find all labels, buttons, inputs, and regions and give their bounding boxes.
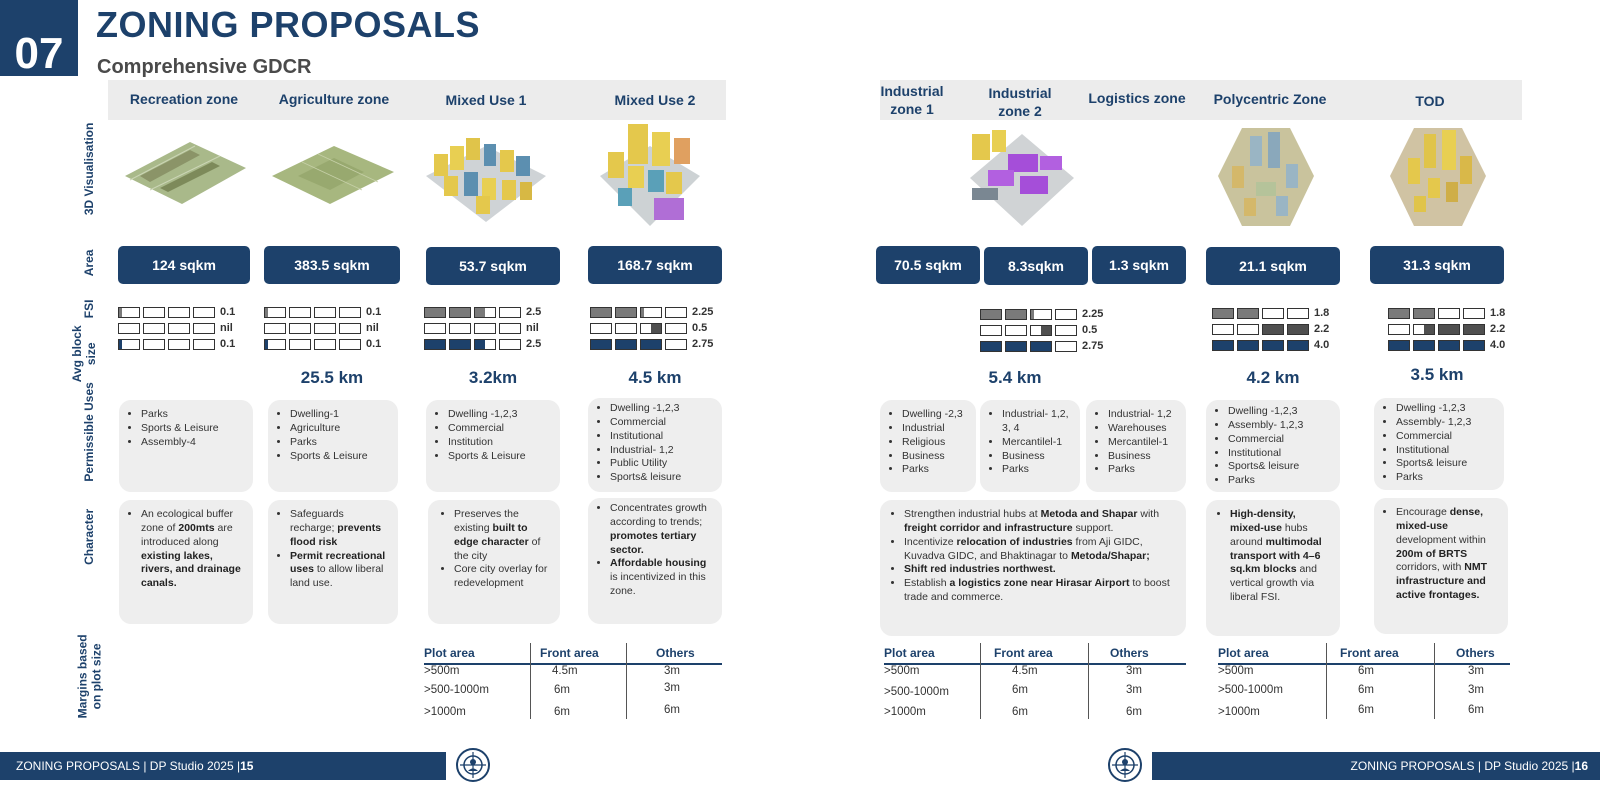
area-logistics: 1.3 sqkm: [1092, 246, 1186, 284]
table-header: Others: [656, 646, 695, 660]
list-item: • Encourage dense, mixed-use development within 200m of BRTS corridors, with NMT infrastructure and active frontages.: [1396, 506, 1500, 603]
table-cell: >500-1000m: [884, 686, 949, 698]
list-item: • Commercial: [448, 422, 552, 436]
list-item: • Sports& leisure: [1396, 457, 1496, 471]
list-item: • Sports & Leisure: [290, 450, 390, 464]
table-cell: 3m: [1468, 684, 1484, 696]
list-item: • Warehouses: [1108, 422, 1178, 436]
character-card-industrial: [880, 500, 1186, 636]
row-label-3d-visualisation: 3D Visualisation: [82, 122, 97, 216]
zone-head-logistics: Logistics zone: [1088, 90, 1186, 106]
mixed-use-2-3d-visual: [598, 122, 702, 230]
zone-head-industrial-2: Industrial zone 2: [988, 85, 1052, 119]
area-mixed-use-1: 53.7 sqkm: [426, 247, 560, 285]
character-card-agriculture: [268, 500, 398, 624]
zone-head-mixed-use-2: Mixed Use 2: [614, 92, 696, 108]
list-item: • Incentivize relocation of industries from Aji GIDC, Kuvadva GIDC, and Bhaktinagar to Metoda/Shapar;: [904, 536, 1178, 564]
list-item: • Religious: [902, 436, 968, 450]
character-card-recreation: [119, 500, 253, 624]
list-item: • Sports& leisure: [610, 471, 714, 485]
area-polycentric: 21.1 sqkm: [1206, 247, 1340, 285]
list-item: • Assembly- 1,2,3: [1228, 419, 1332, 433]
fsi-mixed-use-1: 2.5 nil 2.5: [424, 304, 541, 352]
uses-card-agriculture: [268, 400, 398, 492]
fsi-tod: 1.8 2.2 4.0: [1388, 305, 1505, 353]
list-item: • Shift red industries northwest.: [904, 563, 1178, 577]
list-item: • Dwelling -1,2,3: [1228, 405, 1332, 419]
compass-logo-icon: [456, 748, 490, 782]
list-item: • Commercial: [1396, 430, 1496, 444]
list-item: • Business: [1108, 450, 1178, 464]
table-divider: [1326, 643, 1327, 719]
list-item: • Dwelling -1,2,3: [610, 402, 714, 416]
list-item: • Public Utility: [610, 457, 714, 471]
table-cell: 6m: [1358, 665, 1374, 677]
list-item: • Institution: [448, 436, 552, 450]
uses-card-recreation: [119, 400, 253, 492]
footer-right: [1152, 752, 1600, 780]
list-item: • Strengthen industrial hubs at Metoda and Shapar with freight corridor and infrastructure support.: [904, 508, 1178, 536]
block-size-tod: 3.5 km: [1410, 365, 1464, 384]
mixed-use-1-3d-visual: [424, 124, 548, 224]
zone-head-mixed-use-1: Mixed Use 1: [445, 92, 527, 108]
uses-card-tod: [1374, 398, 1504, 490]
table-cell: 6m: [1126, 706, 1142, 718]
table-cell: 4.5m: [1012, 665, 1038, 677]
list-item: • Parks: [902, 463, 968, 477]
uses-card-industrial-2: [980, 400, 1080, 492]
list-item: • Core city overlay for redevelopment: [454, 563, 552, 591]
list-item: • Assembly-4: [141, 436, 245, 450]
table-header: Front area: [994, 646, 1053, 660]
page-title: ZONING PROPOSALS: [96, 4, 481, 45]
list-item: • Institutional: [1396, 444, 1496, 458]
list-item: • Institutional: [610, 430, 714, 444]
uses-card-logistics: [1086, 400, 1186, 492]
list-item: • Mercantilel-1: [1002, 436, 1072, 450]
table-cell: 4.5m: [552, 665, 578, 677]
table-cell: >500-1000m: [1218, 684, 1283, 696]
table-divider: [980, 643, 981, 719]
table-cell: 3m: [664, 665, 680, 677]
table-cell: 3m: [1468, 665, 1484, 677]
list-item: • Commercial: [610, 416, 714, 430]
list-item: • Agriculture: [290, 422, 390, 436]
area-tod: 31.3 sqkm: [1370, 246, 1504, 284]
uses-card-industrial-1: [880, 400, 976, 492]
table-cell: >500m: [424, 665, 460, 677]
section-number: 07: [0, 0, 78, 76]
list-item: • Parks: [141, 408, 245, 422]
list-item: • Affordable housing is incentivized in this zone.: [610, 557, 714, 599]
block-size-mixed-use-1: 3.2km: [468, 368, 518, 387]
fsi-polycentric: 1.8 2.2 4.0: [1212, 305, 1329, 353]
table-header: Plot area: [1218, 646, 1269, 660]
zone-head-industrial-1: Industrial zone 1: [880, 83, 944, 117]
list-item: • Safeguards recharge; prevents flood risk: [290, 508, 390, 550]
block-size-industrial: 5.4 km: [988, 368, 1042, 387]
area-agriculture: 383.5 sqkm: [264, 246, 400, 284]
fsi-mixed-use-2: 2.25 0.5 2.75: [590, 304, 713, 352]
list-item: • Sports& leisure: [1228, 460, 1332, 474]
list-item: • Industrial- 1,2: [1108, 408, 1178, 422]
zone-head-polycentric: Polycentric Zone: [1213, 91, 1327, 107]
table-cell: 6m: [664, 704, 680, 716]
list-item: • Assembly- 1,2,3: [1396, 416, 1496, 430]
recreation-3d-visual: [120, 138, 250, 208]
table-cell: >500m: [1218, 665, 1254, 677]
list-item: • High-density, mixed-use hubs around multimodal transport with 4–6 sq.km blocks and vertical growth via liberal FSI.: [1230, 508, 1332, 605]
table-cell: 3m: [1126, 684, 1142, 696]
list-item: • Industrial- 1,2: [610, 444, 714, 458]
fsi-recreation: 0.1 nil 0.1: [118, 304, 235, 352]
character-card-mixed-use-1: [428, 500, 560, 624]
footer-right-text: ZONING PROPOSALS | DP Studio 2025 |: [1350, 759, 1575, 773]
table-cell: >1000m: [424, 706, 466, 718]
list-item: • Parks: [1396, 471, 1496, 485]
row-label-fsi: FSI: [82, 299, 97, 319]
table-cell: >500m: [884, 665, 920, 677]
table-cell: 3m: [1126, 665, 1142, 677]
margins-table-mixed-use: [424, 646, 722, 722]
list-item: • An ecological buffer zone of 200mts are introduced along existing lakes, rivers, and drainage canals.: [141, 508, 245, 591]
list-item: • Preserves the existing built to edge character of the city: [454, 508, 552, 563]
list-item: • Commercial: [1228, 433, 1332, 447]
row-label-avg-block-size: Avg block size: [70, 325, 98, 383]
table-cell: 6m: [1358, 704, 1374, 716]
list-item: • Mercantilel-1: [1108, 436, 1178, 450]
page-number: 15: [240, 759, 254, 773]
industrial-3d-visual: [968, 126, 1076, 230]
table-header: Front area: [1340, 646, 1399, 660]
polycentric-3d-visual: [1216, 126, 1316, 230]
table-divider: [530, 643, 531, 719]
list-item: • Parks: [1002, 463, 1072, 477]
footer-left: [0, 752, 446, 780]
table-header: Others: [1110, 646, 1149, 660]
margins-table-polycentric-tod: [1218, 646, 1510, 722]
table-cell: >500-1000m: [424, 684, 489, 696]
page-number: 16: [1574, 759, 1588, 773]
zone-head-agriculture: Agriculture zone: [278, 91, 390, 107]
list-item: • Business: [902, 450, 968, 464]
row-label-character: Character: [82, 508, 97, 565]
list-item: • Dwelling-1: [290, 408, 390, 422]
block-size-polycentric: 4.2 km: [1246, 368, 1300, 387]
compass-logo-icon: [1108, 748, 1142, 782]
list-item: • Sports & Leisure: [141, 422, 245, 436]
uses-card-polycentric: [1206, 400, 1340, 492]
list-item: • Parks: [1228, 474, 1332, 488]
character-card-mixed-use-2: [588, 498, 722, 624]
row-label-area: Area: [82, 249, 97, 277]
row-label-margins: Margins based on plot size: [75, 634, 104, 719]
zone-head-tod: TOD: [1415, 93, 1445, 109]
list-item: • Sports & Leisure: [448, 450, 552, 464]
table-cell: 3m: [664, 682, 680, 694]
table-cell: 6m: [554, 706, 570, 718]
table-cell: >1000m: [1218, 706, 1260, 718]
area-mixed-use-2: 168.7 sqkm: [588, 246, 722, 284]
list-item: • Dwelling -1,2,3: [1396, 402, 1496, 416]
table-cell: 6m: [1012, 684, 1028, 696]
character-card-tod: [1374, 498, 1508, 634]
fsi-agriculture: 0.1 nil 0.1: [264, 304, 381, 352]
list-item: • Industrial: [902, 422, 968, 436]
block-size-mixed-use-2: 4.5 km: [628, 368, 682, 387]
list-item: • Parks: [1108, 463, 1178, 477]
agriculture-3d-visual: [268, 142, 398, 206]
block-size-agriculture: 25.5 km: [300, 368, 364, 387]
margins-table-industrial: [884, 646, 1186, 722]
table-divider: [1434, 643, 1435, 719]
list-item: • Dwelling -2,3: [902, 408, 968, 422]
area-industrial-2: 8.3sqkm: [984, 247, 1088, 285]
table-header: Plot area: [884, 646, 935, 660]
page-subtitle: Comprehensive GDCR: [97, 56, 312, 78]
table-cell: >1000m: [884, 706, 926, 718]
table-divider: [1088, 643, 1089, 719]
table-header: Others: [1456, 646, 1495, 660]
area-industrial-1: 70.5 sqkm: [876, 246, 980, 284]
list-item: • Dwelling -1,2,3: [448, 408, 552, 422]
list-item: • Institutional: [1228, 447, 1332, 461]
fsi-industrial: 2.25 0.5 2.75: [980, 306, 1103, 354]
table-cell: 6m: [1358, 684, 1374, 696]
table-header: Front area: [540, 646, 599, 660]
area-recreation: 124 sqkm: [118, 246, 250, 284]
list-item: • Parks: [290, 436, 390, 450]
list-item: • Concentrates growth according to trends; promotes tertiary sector.: [610, 502, 714, 557]
table-cell: 6m: [1468, 704, 1484, 716]
list-item: • Industrial- 1,2, 3, 4: [1002, 408, 1072, 436]
table-divider: [626, 643, 627, 719]
list-item: • Establish a logistics zone near Hirasar Airport to boost trade and commerce.: [904, 577, 1178, 605]
character-card-polycentric: [1206, 500, 1340, 636]
list-item: • Permit recreational uses to allow liberal land use.: [290, 550, 390, 592]
table-cell: 6m: [554, 684, 570, 696]
list-item: • Business: [1002, 450, 1072, 464]
uses-card-mixed-use-1: [426, 400, 560, 492]
table-header: Plot area: [424, 646, 475, 660]
table-cell: 6m: [1012, 706, 1028, 718]
zone-head-recreation: Recreation zone: [129, 91, 239, 107]
footer-left-text: ZONING PROPOSALS | DP Studio 2025 |: [16, 759, 241, 773]
uses-card-mixed-use-2: [588, 398, 722, 492]
row-label-permissible-uses: Permissible Uses: [82, 382, 97, 482]
tod-3d-visual: [1388, 126, 1488, 230]
